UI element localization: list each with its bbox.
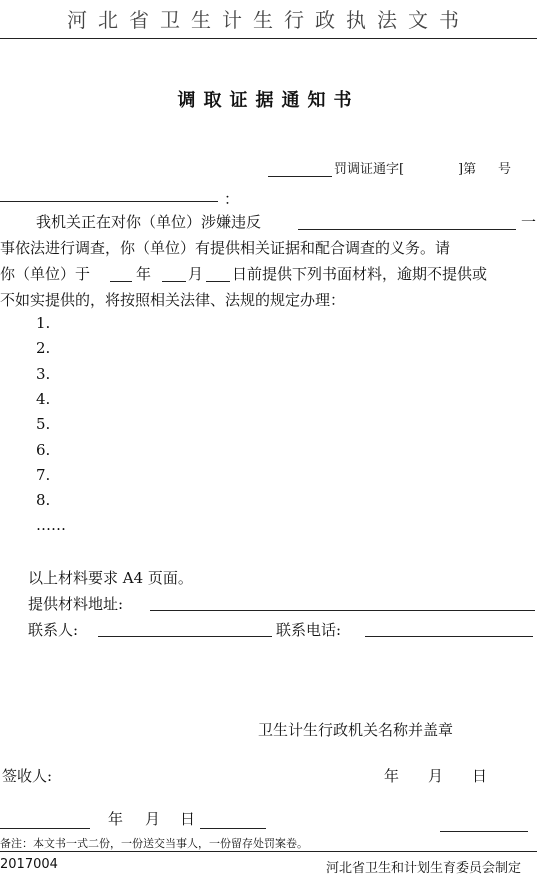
sign-date-day: 日 (180, 810, 196, 828)
authority-seal-label: 卫生计生行政机关名称并盖章 (258, 721, 454, 739)
contact-field[interactable] (98, 636, 272, 637)
body-line2-text: 事依法进行调查，你（单位）有提供相关证据和配合调查的义务。请 (0, 239, 451, 257)
list-item: 5. (36, 415, 51, 433)
deadline-month-field[interactable] (162, 281, 186, 282)
body-line1-text: 我机关正在对你（单位）涉嫌违反 (36, 213, 262, 231)
body-line1-end: 一 (521, 213, 537, 231)
page-requirement-text: 以上材料要求 A4 页面。 (28, 569, 193, 587)
signee-field[interactable] (0, 828, 90, 829)
header-divider (0, 38, 537, 39)
issue-date-year: 年 (384, 767, 400, 785)
deadline-month-label: 月 (188, 265, 204, 283)
list-item: 7. (36, 466, 51, 484)
list-item: 2. (36, 339, 51, 357)
footer-note: 备注：本文书一式二份，一份送交当事人，一份留存处罚案卷。 (0, 837, 308, 850)
list-item: 4. (36, 390, 51, 408)
document-title: 调取证据通知书 (177, 90, 360, 111)
body-line4-text: 不如实提供的，将按照相关法律、法规的规定办理： (0, 291, 346, 309)
form-code: 2017004 (0, 857, 58, 872)
recipient-colon: ： (224, 190, 240, 208)
footer-right-rule (440, 831, 528, 832)
signee-label: 签收人: (2, 767, 53, 785)
address-label: 提供材料地址: (28, 595, 124, 613)
phone-label: 联系电话: (276, 621, 342, 639)
issuer-label: 河北省卫生和计划生育委员会制定 (326, 861, 522, 876)
sign-date-underline (200, 828, 266, 829)
issue-date-day: 日 (472, 767, 488, 785)
list-item-ellipsis: …… (36, 516, 66, 534)
footer-divider (0, 851, 537, 852)
doc-number-middle-label: ]第 (458, 162, 477, 177)
list-item: 3. (36, 365, 51, 383)
issue-date-month: 月 (428, 767, 444, 785)
body-line3-text: 你（单位）于 (0, 265, 91, 283)
doc-number-prefix-label: 罚调证通字[ (334, 162, 405, 177)
doc-number-suffix-label: 号 (498, 162, 512, 177)
list-item: 8. (36, 491, 51, 509)
deadline-year-label: 年 (136, 265, 152, 283)
list-item: 6. (36, 441, 51, 459)
sign-date-month: 月 (145, 810, 161, 828)
violated-law-field[interactable] (298, 229, 516, 230)
phone-field[interactable] (365, 636, 533, 637)
address-field[interactable] (150, 610, 535, 611)
recipient-field[interactable] (0, 201, 218, 202)
document-header: 河北省卫生计生行政执法文书 (67, 8, 470, 32)
sign-date-year: 年 (108, 810, 124, 828)
doc-number-prefix-field[interactable] (268, 176, 332, 177)
deadline-day-field[interactable] (206, 281, 230, 282)
list-item: 1. (36, 314, 51, 332)
deadline-day-text: 日前提供下列书面材料，逾期不提供或 (232, 265, 488, 283)
contact-label: 联系人: (28, 621, 79, 639)
deadline-year-field[interactable] (110, 281, 132, 282)
